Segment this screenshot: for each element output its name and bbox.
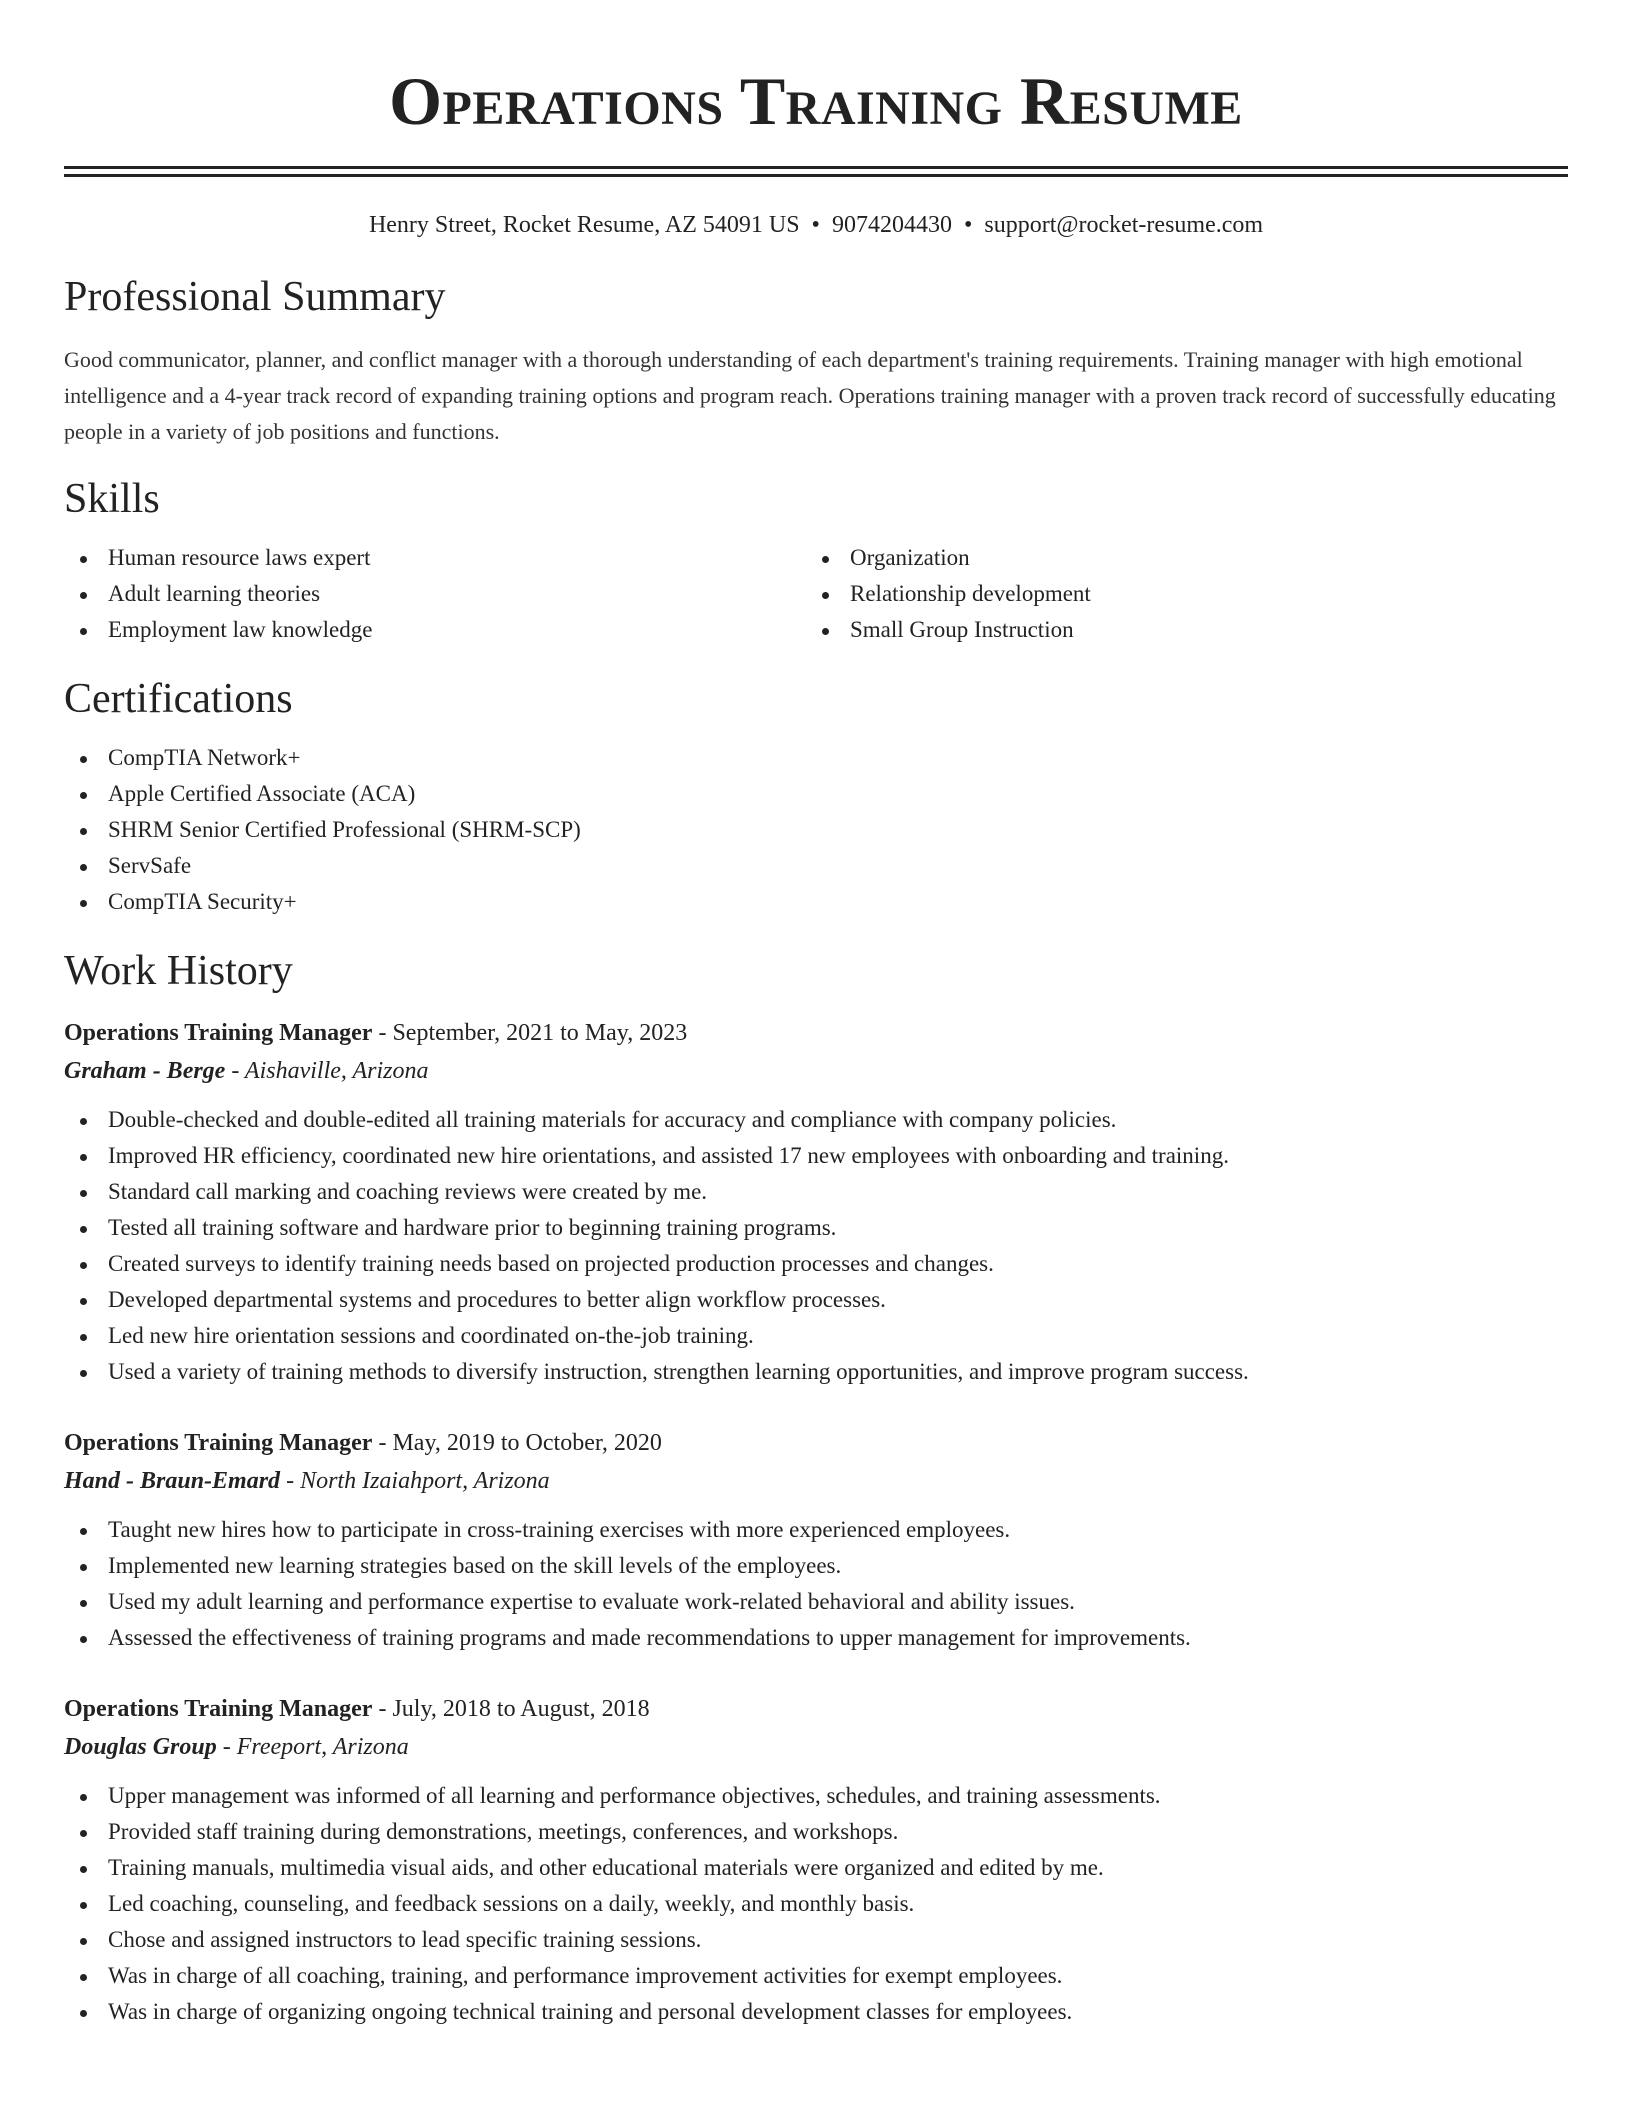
job-dash: - [222, 1734, 231, 1760]
skill-item: Adult learning theories [64, 576, 806, 612]
resume-title: Operations Training Resume [389, 63, 1243, 139]
job-dash: - [286, 1468, 295, 1494]
skill-item: Relationship development [806, 576, 1548, 612]
job-dash: - [378, 1696, 387, 1722]
job-company: Graham - Berge [64, 1058, 226, 1084]
contact-address: Henry Street, Rocket Resume, AZ 54091 US [368, 212, 800, 238]
skills-column-right [806, 540, 1548, 648]
skill-item: Small Group Instruction [806, 612, 1548, 648]
job-company-line [64, 1052, 1568, 1090]
job-dates: September, 2021 to May, 2023 [392, 1020, 688, 1046]
job-bullet: Developed departmental systems and procedures to better align workflow processes. [64, 1282, 1568, 1318]
contact-phone[interactable]: 9074204430 [831, 212, 952, 238]
job-dates: July, 2018 to August, 2018 [392, 1696, 650, 1722]
work-history-heading: Work History [64, 948, 293, 994]
job-dash: - [378, 1020, 387, 1046]
certification-item: CompTIA Network+ [64, 740, 1568, 776]
job-location: North Izaiahport, Arizona [300, 1468, 550, 1494]
job-bullet: Standard call marking and coaching reviews were created by me. [64, 1174, 1568, 1210]
contact-line [64, 210, 1568, 240]
job-title-line [64, 1424, 1568, 1462]
job-bullet: Tested all training software and hardware prior to beginning training programs. [64, 1210, 1568, 1246]
contact-separator: • [811, 212, 820, 238]
job-bullet-list [64, 1778, 1568, 2030]
skills-list-left [64, 540, 806, 648]
job-entry [64, 1424, 1568, 1656]
certification-item: CompTIA Security+ [64, 884, 1568, 920]
job-bullet: Used my adult learning and performance expertise to evaluate work-related behavioral and ability issues. [64, 1584, 1568, 1620]
job-title: Operations Training Manager [64, 1696, 373, 1722]
job-title-line [64, 1690, 1568, 1728]
job-title-line [64, 1014, 1568, 1052]
job-company: Hand - Braun-Emard [64, 1468, 281, 1494]
job-dash: - [231, 1058, 240, 1084]
job-location: Freeport, Arizona [236, 1734, 409, 1760]
job-bullet: Used a variety of training methods to diversify instruction, strengthen learning opportunities, and improve program success. [64, 1354, 1568, 1390]
skill-item: Human resource laws expert [64, 540, 806, 576]
certifications-list [64, 740, 1568, 920]
job-bullet: Was in charge of all coaching, training, and performance improvement activities for exempt employees. [64, 1958, 1568, 1994]
resume-page [64, 0, 1568, 2030]
job-bullet: Assessed the effectiveness of training programs and made recommendations to upper management for improvements. [64, 1620, 1568, 1656]
job-bullet: Training manuals, multimedia visual aids, and other educational materials were organized and edited by me. [64, 1850, 1568, 1886]
job-location: Aishaville, Arizona [244, 1058, 429, 1084]
certification-item: ServSafe [64, 848, 1568, 884]
job-bullet-list [64, 1512, 1568, 1656]
job-company-line [64, 1462, 1568, 1500]
job-entry [64, 1690, 1568, 2030]
certification-item: Apple Certified Associate (ACA) [64, 776, 1568, 812]
job-bullet: Double-checked and double-edited all training materials for accuracy and compliance with company policies. [64, 1102, 1568, 1138]
contact-separator: • [963, 212, 973, 238]
skills-grid [64, 540, 1568, 648]
job-dash: - [378, 1430, 387, 1456]
contact-email[interactable]: support@rocket-resume.com [984, 212, 1264, 238]
job-bullet: Led coaching, counseling, and feedback sessions on a daily, weekly, and monthly basis. [64, 1886, 1568, 1922]
job-bullet: Implemented new learning strategies based on the skill levels of the employees. [64, 1548, 1568, 1584]
job-company-line [64, 1728, 1568, 1766]
skill-item: Organization [806, 540, 1548, 576]
summary-text: Good communicator, planner, and conflict manager with a thorough understanding of each department's training requirements. Training manager with high emotional intelligence and a 4-year track record of expanding training options and program reach. Operations training manager with a proven track record of successfully educating people in a variety of job positions and functions. [64, 347, 1556, 444]
title-double-rule [64, 166, 1568, 177]
job-bullet: Created surveys to identify training needs based on projected production processes and changes. [64, 1246, 1568, 1282]
job-title: Operations Training Manager [64, 1020, 373, 1046]
certification-item: SHRM Senior Certified Professional (SHRM-SCP) [64, 812, 1568, 848]
job-bullet: Improved HR efficiency, coordinated new hire orientations, and assisted 17 new employees with onboarding and training. [64, 1138, 1568, 1174]
job-bullet: Taught new hires how to participate in cross-training exercises with more experienced employees. [64, 1512, 1568, 1548]
skills-column-left [64, 540, 806, 648]
job-entry [64, 1014, 1568, 1390]
skills-heading: Skills [64, 476, 160, 522]
job-bullet: Led new hire orientation sessions and coordinated on-the-job training. [64, 1318, 1568, 1354]
job-title: Operations Training Manager [64, 1430, 373, 1456]
skills-list-right [806, 540, 1548, 648]
job-company: Douglas Group [64, 1734, 217, 1760]
certifications-heading: Certifications [64, 676, 293, 722]
job-bullet: Chose and assigned instructors to lead specific training sessions. [64, 1922, 1568, 1958]
job-bullet: Provided staff training during demonstrations, meetings, conferences, and workshops. [64, 1814, 1568, 1850]
skill-item: Employment law knowledge [64, 612, 806, 648]
job-bullet: Was in charge of organizing ongoing technical training and personal development classes for employees. [64, 1994, 1568, 2030]
job-bullet-list [64, 1102, 1568, 1390]
summary-heading: Professional Summary [64, 274, 446, 320]
job-bullet: Upper management was informed of all learning and performance objectives, schedules, and training assessments. [64, 1778, 1568, 1814]
job-dates: May, 2019 to October, 2020 [392, 1430, 662, 1456]
